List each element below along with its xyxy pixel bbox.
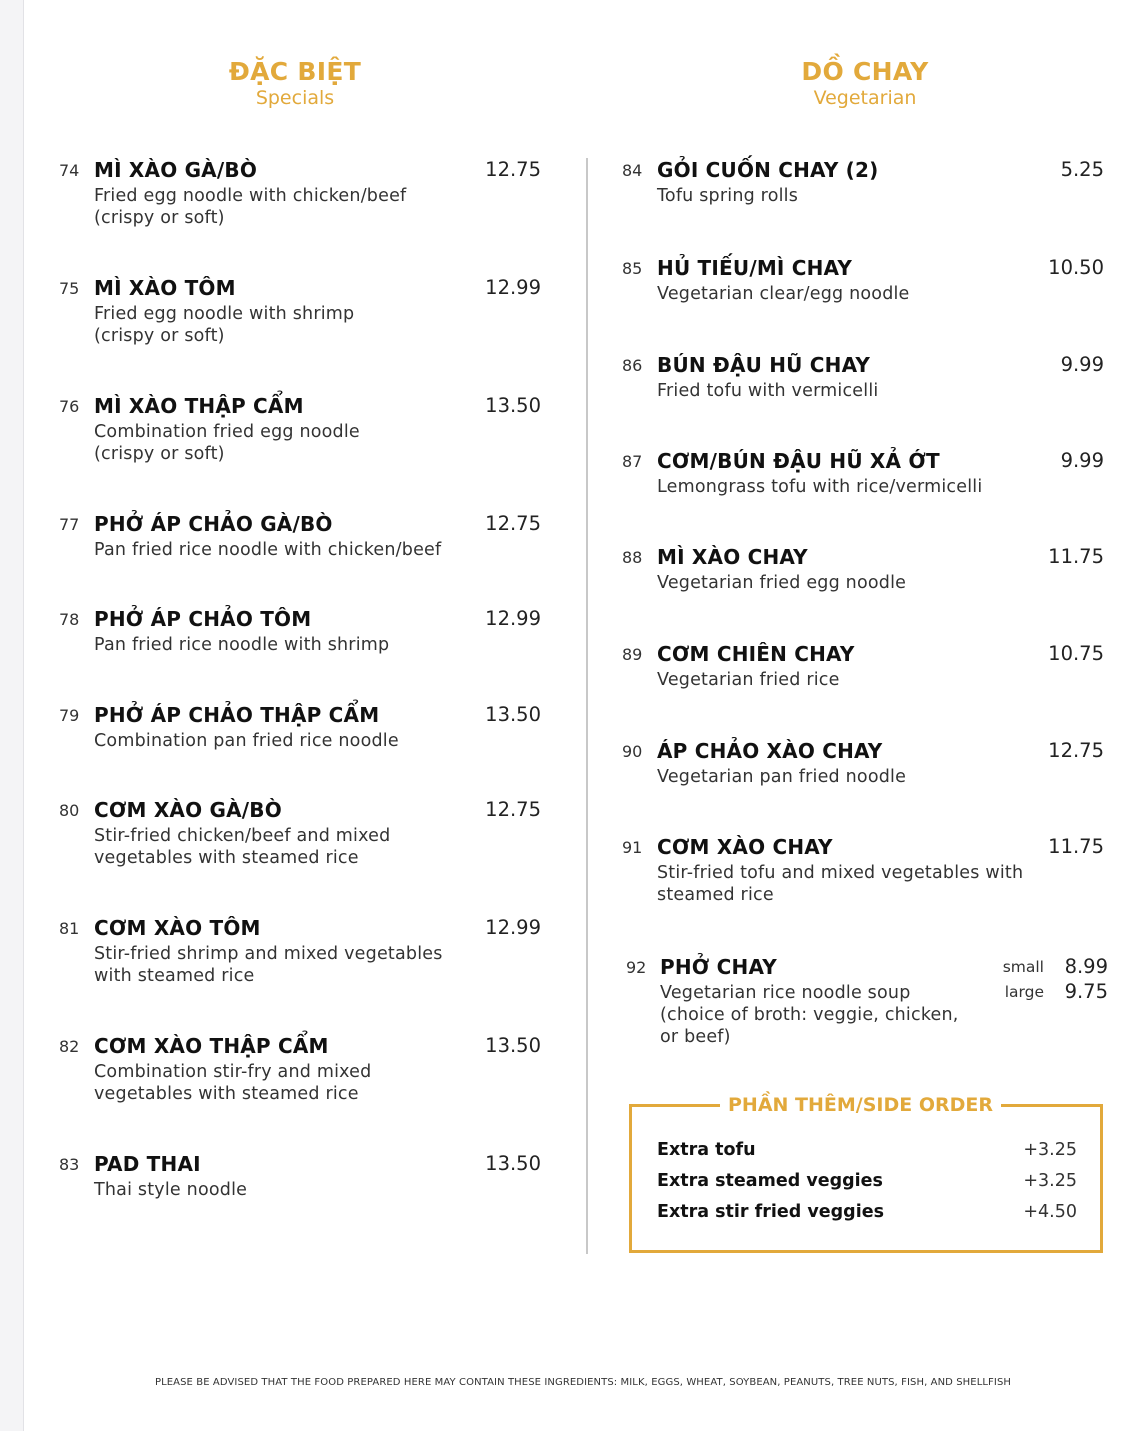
item-description: Tofu spring rolls — [657, 186, 799, 206]
item-number: 88 — [622, 548, 643, 567]
item-name: MÌ XÀO TÔM — [94, 276, 236, 300]
item-price: 5.25 — [1060, 158, 1104, 181]
side-order-price: +3.25 — [1023, 1140, 1077, 1160]
item-description: Combination pan fried rice noodle — [94, 731, 399, 751]
column-divider — [586, 158, 588, 1254]
item-name: MÌ XÀO GÀ/BÒ — [94, 158, 258, 182]
item-number: 83 — [59, 1155, 80, 1174]
side-order-row — [657, 1140, 1077, 1164]
side-order-label: Extra stir fried veggies — [657, 1202, 884, 1222]
item-price: 9.99 — [1060, 449, 1104, 472]
item-price: 12.75 — [485, 158, 541, 181]
item-description: Vegetarian fried egg noodle — [657, 573, 907, 593]
item-description: (choice of broth: veggie, chicken, — [660, 1005, 959, 1025]
item-name: HỦ TIẾU/MÌ CHAY — [657, 256, 853, 280]
item-price: 12.99 — [485, 276, 541, 299]
item-description: Stir-fried chicken/beef and mixed — [94, 826, 391, 846]
item-name: BÚN ĐẬU HŨ CHAY — [657, 353, 871, 377]
allergen-notice: PLEASE BE ADVISED THAT THE FOOD PREPARED HERE MAY CONTAIN THESE INGREDIENTS: MILK, EGGS, WHEAT, SOYBEAN, PEANUTS, TREE NUTS, FISH, AND SHELLFISH — [154, 1377, 1012, 1388]
specials-title-en: Specials — [255, 87, 335, 109]
item-description: Vegetarian fried rice — [657, 670, 840, 690]
item-description: Vegetarian pan fried noodle — [657, 767, 907, 787]
item-price: 13.50 — [485, 1034, 541, 1057]
item-name: MÌ XÀO CHAY — [657, 545, 808, 569]
item-price: 10.50 — [1048, 256, 1104, 279]
item-name: PHỞ ÁP CHẢO GÀ/BÒ — [94, 512, 333, 536]
item-description: or beef) — [660, 1027, 731, 1047]
side-order-title: PHẦN THÊM/SIDE ORDER — [720, 1093, 1001, 1117]
specials-title-vn: ĐẶC BIỆT — [228, 57, 362, 86]
item-name: CƠM XÀO CHAY — [657, 835, 833, 859]
item-price: 12.75 — [1048, 739, 1104, 762]
item-description: Pan fried rice noodle with chicken/beef — [94, 540, 442, 560]
item-name: CƠM XÀO TÔM — [94, 916, 261, 940]
vegetarian-header — [715, 58, 1015, 110]
item-description: Fried tofu with vermicelli — [657, 381, 879, 401]
size-small-price: 8.99 — [1064, 955, 1108, 978]
item-number: 78 — [59, 610, 80, 629]
item-price: 11.75 — [1048, 545, 1104, 568]
size-small-label: small — [1002, 958, 1044, 976]
item-name: PHỞ ÁP CHẢO THẬP CẨM — [94, 703, 380, 727]
vegetarian-title-vn: DỒ CHAY — [801, 57, 929, 86]
item-price: 13.50 — [485, 1152, 541, 1175]
item-name: GỎI CUỐN CHAY (2) — [657, 158, 879, 182]
item-price: 12.75 — [485, 512, 541, 535]
vegetarian-title-en: Vegetarian — [813, 87, 917, 109]
item-description: Pan fried rice noodle with shrimp — [94, 635, 390, 655]
size-large-label: large — [1004, 983, 1044, 1001]
specials-header — [145, 58, 445, 110]
item-name: CƠM XÀO GÀ/BÒ — [94, 798, 282, 822]
item-price: 12.75 — [485, 798, 541, 821]
side-order-price: +3.25 — [1023, 1171, 1077, 1191]
item-name: MÌ XÀO THẬP CẨM — [94, 394, 304, 418]
item-description: vegetables with steamed rice — [94, 848, 359, 868]
item-description: Fried egg noodle with shrimp — [94, 304, 355, 324]
item-price: 12.99 — [485, 916, 541, 939]
side-order-label: Extra steamed veggies — [657, 1171, 883, 1191]
item-description: Fried egg noodle with chicken/beef — [94, 186, 407, 206]
item-name: PAD THAI — [94, 1152, 201, 1176]
item-description: vegetables with steamed rice — [94, 1084, 359, 1104]
item-number: 86 — [622, 356, 643, 375]
item-number: 89 — [622, 645, 643, 664]
item-number: 76 — [59, 397, 80, 416]
item-description: Lemongrass tofu with rice/vermicelli — [657, 477, 983, 497]
item-description: Combination fried egg noodle — [94, 422, 360, 442]
item-number: 90 — [622, 742, 643, 761]
item-description: Combination stir-fry and mixed — [94, 1062, 372, 1082]
item-name: PHỞ ÁP CHẢO TÔM — [94, 607, 312, 631]
item-number: 80 — [59, 801, 80, 820]
size-large-price: 9.75 — [1064, 980, 1108, 1003]
item-price: 10.75 — [1048, 642, 1104, 665]
item-number: 91 — [622, 838, 643, 857]
item-price: 11.75 — [1048, 835, 1104, 858]
item-description: (crispy or soft) — [94, 444, 225, 464]
item-description: Stir-fried tofu and mixed vegetables with — [657, 863, 1024, 883]
item-number: 79 — [59, 706, 80, 725]
item-price: 12.99 — [485, 607, 541, 630]
item-number: 81 — [59, 919, 80, 938]
item-name: PHỞ CHAY — [660, 955, 777, 979]
item-number: 82 — [59, 1037, 80, 1056]
item-description: Thai style noodle — [94, 1180, 248, 1200]
item-name: CƠM XÀO THẬP CẨM — [94, 1034, 329, 1058]
item-description: (crispy or soft) — [94, 208, 225, 228]
item-number: 75 — [59, 279, 80, 298]
item-number: 77 — [59, 515, 80, 534]
side-order-price: +4.50 — [1023, 1202, 1077, 1222]
item-description: steamed rice — [657, 885, 774, 905]
side-order-row — [657, 1171, 1077, 1195]
item-description: (crispy or soft) — [94, 326, 225, 346]
item-name: CƠM CHIÊN CHAY — [657, 642, 855, 666]
item-description: Vegetarian rice noodle soup — [660, 983, 911, 1003]
item-number: 84 — [622, 161, 643, 180]
item-description: Vegetarian clear/egg noodle — [657, 284, 910, 304]
item-price: 13.50 — [485, 394, 541, 417]
item-description: Stir-fried shrimp and mixed vegetables — [94, 944, 443, 964]
item-number: 87 — [622, 452, 643, 471]
page-edge — [0, 0, 24, 1431]
side-order-row — [657, 1202, 1077, 1226]
item-number: 85 — [622, 259, 643, 278]
item-price: 9.99 — [1060, 353, 1104, 376]
item-number: 92 — [626, 958, 647, 977]
side-order-label: Extra tofu — [657, 1140, 756, 1160]
item-number: 74 — [59, 161, 80, 180]
item-name: ÁP CHẢO XÀO CHAY — [657, 739, 883, 763]
item-name: CƠM/BÚN ĐẬU HŨ XẢ ỚT — [657, 449, 940, 473]
item-description: with steamed rice — [94, 966, 255, 986]
item-price: 13.50 — [485, 703, 541, 726]
